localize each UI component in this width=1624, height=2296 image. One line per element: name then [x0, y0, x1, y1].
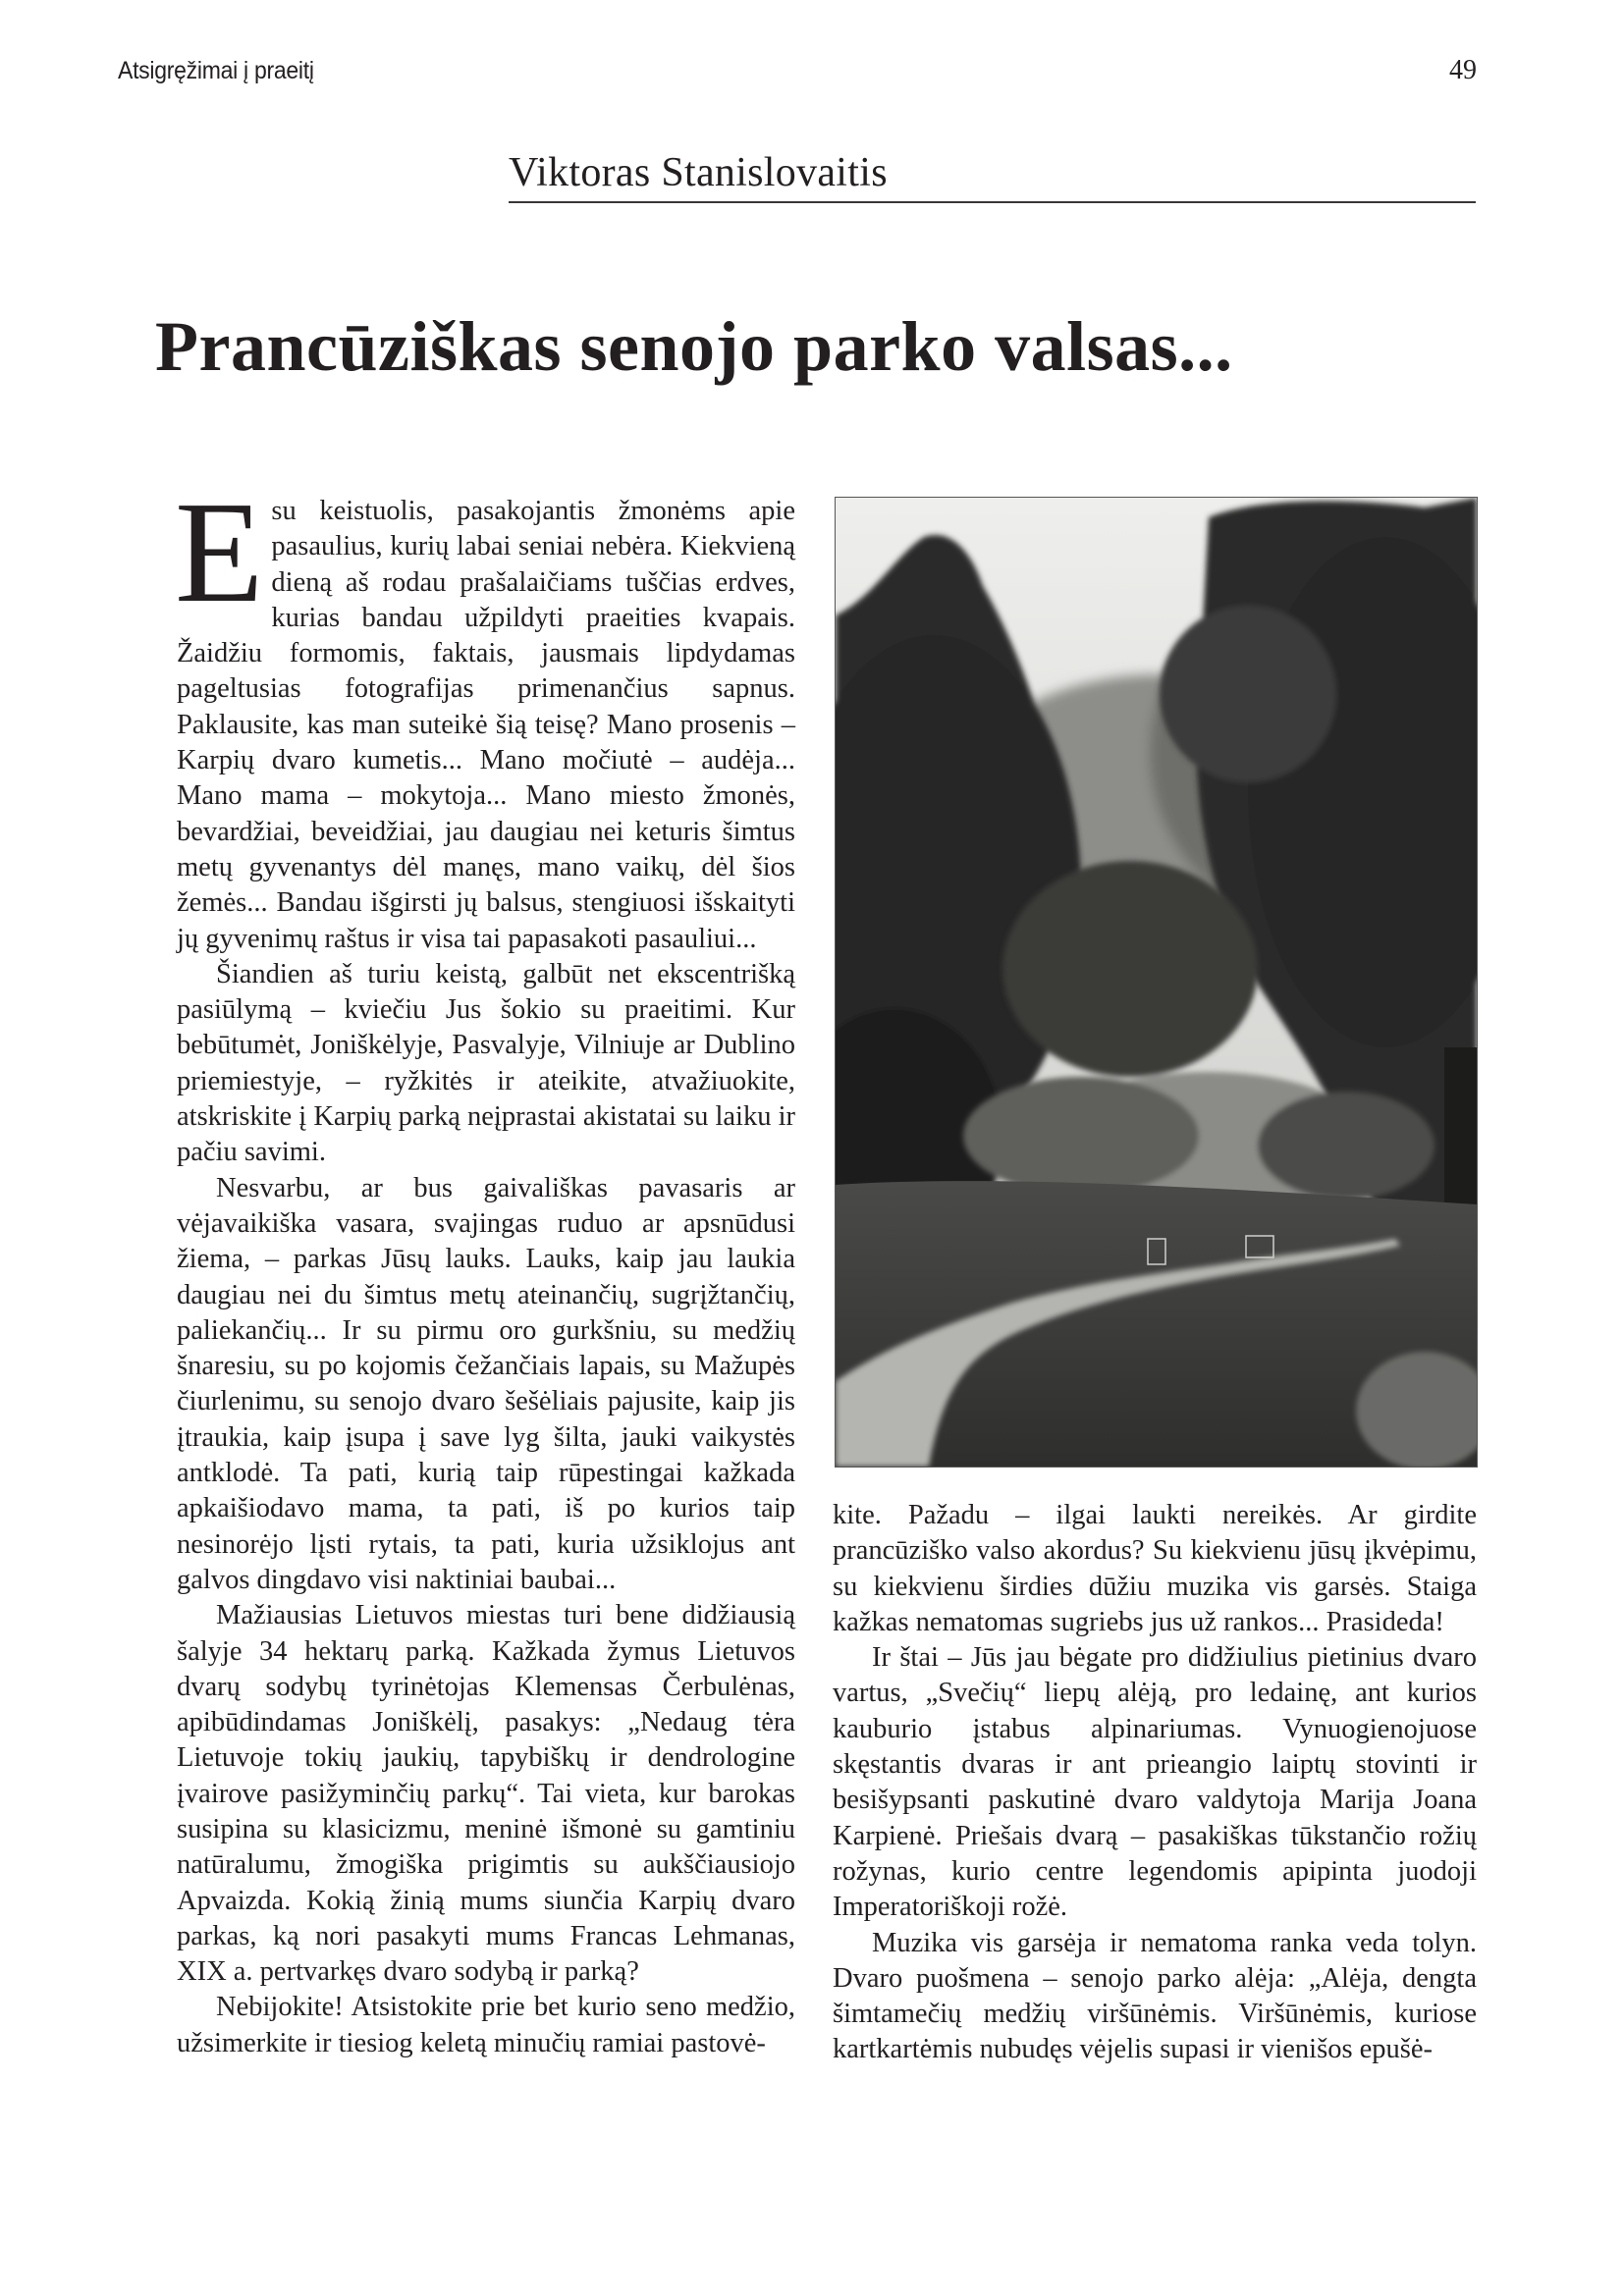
paragraph: Šiandien aš turiu keistą, galbūt net ekscentrišką pasiūlymą – kviečiu Jus šokio su praeitimi. Kur bebūtumėt, Joniškėlyje, Pasvalyje, Vilniuje ar Dublino priemiestyje, – ryžkitės ir ateikite, atvažiuokite, atskriskite į Karpių parką neįprastai akistatai su laiku ir pačiu savimi. [177, 958, 795, 1168]
author-rule [509, 201, 1476, 203]
article-title: Prancūziškas senojo parko valsas... [155, 307, 1233, 386]
paragraph: kite. Pažadu – ilgai laukti nereikės. Ar girdite prancūziško valso akordus? Su kiekvienu jūsų įkvėpimu, su kiekvienu širdies dūžiu muzika vis garsės. Staiga kažkas nematomas sugriebs jus už rankos... Prasideda! [833, 1500, 1477, 1637]
paragraph: Ir štai – Jūs jau bėgate pro didžiulius pietinius dvaro vartus, „Svečių“ liepų alėją, pro ledainę, ant kurios kauburio įstabus alpinariumas. Vynuogienojuose skęstantis dvaras ir ant prieangio laiptų stovinti ir besišypsanti paskutinė dvaro valdytoja Marija Joana Karpienė. Priešais dvarą – pasakiškas tūkstančio rožių rožynas, kurio centre legendomis apipinta juodoji Imperatoriškoji rožė. [833, 1642, 1477, 1923]
paragraph [175, 472, 795, 957]
right-column [833, 1498, 1477, 2068]
paragraph: Nebijokite! Atsistokite prie bet kurio seno medžio, užsimerkite ir tiesiog keletą minučių ramiai pastovė- [177, 1992, 795, 2058]
park-photograph [835, 497, 1478, 1468]
author-name: Viktoras Stanislovaitis [509, 150, 888, 195]
paragraph: Mažiausias Lietuvos miestas turi bene didžiausią šalyje 34 hektarų parką. Kažkada žymus Lietuvos dvarų sodybų tyrinėtojas Klemensas Čerbulėnas, apibūdindamas Joniškėlį, pasakys: „Nedaug tėra Lietuvoje tokių jaukių, tapybiškų ir dendrologine įvairove pasižyminčių parkų“. Tai vieta, kur barokas susipina su klasicizmu, meninė išmonė su gamtiniu natūralumu, žmogiška prigimtis su aukščiausiojo Apvaizda. Kokią žinią mums siunčia Karpių dvaro parkas, ką nori pasakyti mums Francas Lehmanas, XIX a. pertvarkęs dvaro sodybą ir parką? [177, 1600, 795, 1988]
paragraph-text: su keistuolis, pasakojantis žmonėms apie pasaulius, kurių labai seniai nebėra. Kiekvieną dieną aš rodau prašalaičiams tuščias erdves, kurias bandau užpildyti praeities kvapais. Žaidžiu formomis, faktais, jausmais lipdydamas pageltusias fotografijas primenančius sapnus. Paklausite, kas man suteikė šią teisę? Mano prosenis – Karpių dvaro kumetis... Mano močiutė – audėja... Mano mama – mokytoja... Mano miesto žmonės, bevardžiai, beveidžiai, jau daugiau nei keturis šimtus metų gyvenantys dėl manęs, mano vaikų, dėl šios žemės... Bandau išgirsti jų balsus, stengiuosi išskaityti jų gyvenimų raštus ir visa tai papasakoti pasauliui... [177, 496, 795, 954]
paragraph: Nesvarbu, ar bus gaivališkas pavasaris ar vėjavaikiška vasara, svajingas ruduo ar apsnūdusi žiema, – parkas Jūsų lauks. Lauks, kaip jau laukia daugiau nei du šimtus metų ateinančių, sugrįžtančių, paliekančių... Ir su pirmu oro gurkšniu, su medžių šnaresiu, su po kojomis čežančiais lapais, su Mažupės čiurlenimu, su senojo dvaro šešėliais pajusite, kaip jis įtraukia, kaip įsupa į save lyg šilta, jauki vaikystės antklodė. Ta pati, kurią taip rūpestingai kažkada apkaišiodavo mama, ta pati, iš po kurios taip nesinorėjo lįsti rytais, ta pati, kuria užsiklojus ant galvos dingdavo visi naktiniai baubai... [177, 1172, 795, 1595]
paragraph: Muzika vis garsėja ir nematoma ranka veda tolyn. Dvaro puošmena – senojo parko alėja: „Alėja, dengta šimtamečių medžių viršūnėmis. Viršūnėmis, kuriose kartkartėmis nubudęs vėjelis supasi ir vienišos epušė- [833, 1927, 1477, 2065]
drop-cap: E [175, 472, 264, 633]
park-photo-image [836, 498, 1477, 1467]
page-number: 49 [1449, 55, 1477, 85]
running-head: Atsigręžimai į praeitį [118, 57, 314, 84]
left-column [175, 472, 795, 2061]
